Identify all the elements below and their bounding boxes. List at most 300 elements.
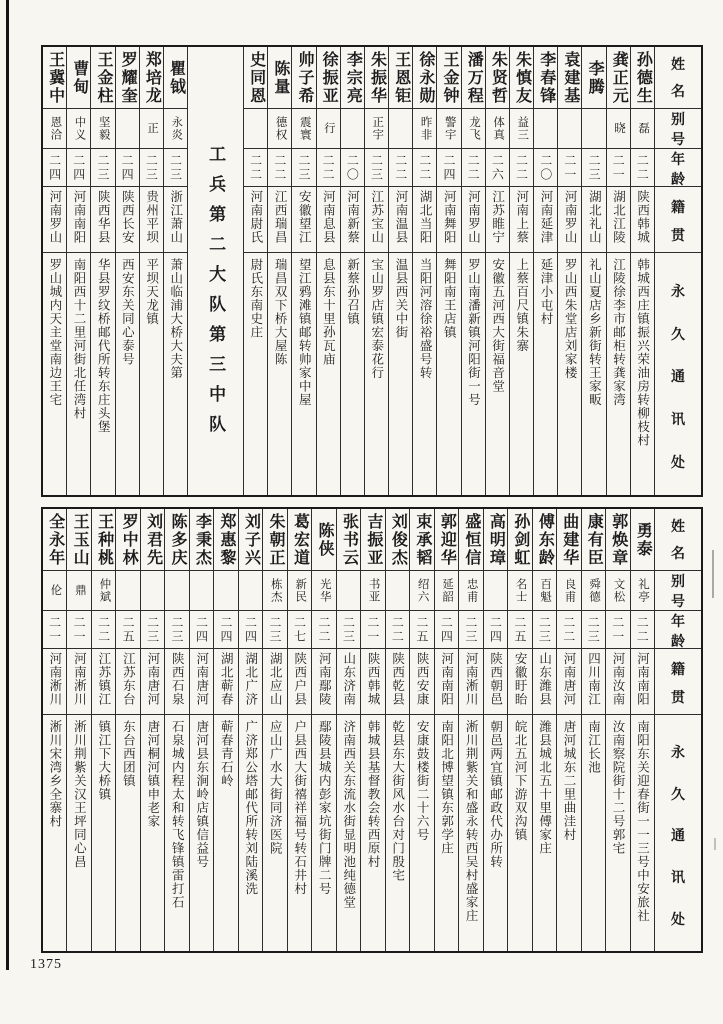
person-name: 徐永勋: [416, 50, 434, 105]
person-name: 郑培龙: [143, 50, 161, 105]
person-column: [66, 509, 90, 951]
person-age-cell: [486, 149, 509, 187]
person-name: 郭焕章: [609, 512, 627, 567]
person-name: 王金钟: [441, 50, 459, 105]
person-name: 帅子希: [296, 50, 313, 105]
person-name: 孙剑虹: [511, 512, 529, 567]
person-column: [213, 509, 237, 951]
person-address: 上蔡百尺镇朱寨: [514, 258, 529, 353]
person-alias: 震寰: [298, 116, 311, 141]
person-address-cell: [558, 253, 581, 495]
person-age: 二〇: [345, 153, 360, 182]
person-name-cell: [508, 509, 531, 571]
person-alias: 永炎: [170, 116, 183, 141]
header-label-text: 别 号: [671, 113, 685, 148]
person-address-cell: [116, 253, 139, 495]
person-alias-cell: [263, 571, 286, 611]
person-address-cell: [486, 253, 509, 495]
person-age: 二二: [321, 153, 336, 182]
roster-table-top: [41, 45, 703, 497]
person-alias-cell: [67, 571, 90, 611]
person-alias: 益三: [516, 116, 529, 141]
person-column: [43, 47, 66, 495]
person-origin-cell: [631, 187, 654, 253]
person-age: 二三: [170, 615, 185, 644]
person-age: 二四: [439, 615, 454, 644]
person-column: [287, 509, 311, 951]
person-age-cell: [607, 149, 630, 187]
person-name: 曹甸: [70, 59, 88, 96]
person-column: [581, 509, 605, 951]
person-origin: 河南汝南: [611, 652, 626, 706]
person-name: 王玉山: [71, 512, 89, 567]
person-address-cell: [165, 715, 188, 951]
person-alias-cell: [607, 109, 630, 149]
person-address: 罗山西朱堂店刘家楼: [563, 258, 578, 380]
person-address-cell: [312, 715, 335, 951]
header-label-origin: [655, 649, 701, 715]
person-name: 李宗亮: [344, 50, 362, 105]
person-origin: 湖北广济: [243, 652, 258, 706]
person-column: [164, 509, 188, 951]
person-address: 尉氏东南史庄: [248, 258, 263, 339]
person-alias-cell: [437, 109, 460, 149]
person-column: [630, 509, 654, 951]
person-address-cell: [263, 715, 286, 951]
person-address-cell: [533, 715, 556, 951]
person-age: 二三: [369, 153, 384, 182]
person-alias-cell: [91, 109, 114, 149]
person-name-cell: [239, 509, 262, 571]
person-name-cell: [486, 47, 509, 109]
person-column: [364, 47, 388, 495]
person-origin-cell: [91, 187, 114, 253]
person-alias: 仲斌: [98, 578, 111, 603]
person-origin: 河南唐河: [194, 652, 209, 706]
person-name-cell: [312, 509, 335, 571]
person-origin: 山东潍县: [537, 652, 552, 706]
person-origin: 江苏睢宁: [490, 190, 505, 244]
person-age: 二三: [537, 615, 552, 644]
person-column: [556, 509, 580, 951]
person-alias-cell: [365, 109, 388, 149]
person-origin-cell: [292, 187, 315, 253]
person-origin: 陕西石泉: [170, 652, 185, 706]
person-column: [385, 509, 409, 951]
person-age: 二一: [365, 615, 380, 644]
person-address: 南阳东关迎春街一一三号中安旅社: [635, 720, 650, 923]
person-address: 瑞昌双下桥大屋陈: [273, 258, 288, 366]
person-age-cell: [91, 149, 114, 187]
person-column: [90, 47, 114, 495]
person-name: 潘万程: [465, 50, 483, 105]
person-age-cell: [557, 611, 580, 649]
person-age-cell: [510, 149, 533, 187]
person-column: [267, 47, 291, 495]
person-origin-cell: [244, 187, 267, 253]
person-address-cell: [413, 253, 436, 495]
person-alias-cell: [268, 109, 291, 149]
person-name-cell: [607, 47, 630, 109]
person-name-cell: [459, 509, 482, 571]
person-origin-cell: [437, 187, 460, 253]
person-column: [388, 47, 412, 495]
person-address: 南阳西十二里河街北任湾村: [72, 258, 87, 420]
person-age: 二一: [610, 615, 625, 644]
person-column: [606, 47, 630, 495]
person-address-cell: [91, 253, 114, 495]
person-alias-cell: [116, 109, 139, 149]
person-alias: 绍六: [416, 578, 429, 603]
page-number: 1375: [30, 957, 62, 972]
person-origin-cell: [190, 649, 213, 715]
person-alias-cell: [533, 571, 556, 611]
person-age: 二二: [635, 615, 650, 644]
person-alias-cell: [288, 571, 311, 611]
person-alias-cell: [558, 109, 581, 149]
person-name-cell: [164, 47, 187, 109]
person-name: 龚正元: [610, 50, 628, 105]
person-name: 陈量: [271, 59, 289, 96]
person-age-cell: [292, 149, 315, 187]
person-age-cell: [361, 611, 384, 649]
person-origin-cell: [239, 649, 262, 715]
person-address-cell: [607, 253, 630, 495]
person-origin-cell: [582, 187, 605, 253]
person-column: [509, 47, 533, 495]
header-label-text: 年 龄: [671, 615, 685, 649]
person-age-cell: [410, 611, 433, 649]
person-address: 皖北五河下游双沟镇: [513, 720, 528, 842]
person-age-cell: [43, 611, 66, 649]
header-label-text: 永 久 通 讯 处: [671, 745, 685, 929]
person-alias: 文松: [612, 578, 625, 603]
person-name-cell: [510, 47, 533, 109]
person-origin: 河南舞阳: [442, 190, 457, 244]
person-address-cell: [361, 715, 384, 951]
person-column: [115, 509, 139, 951]
person-address-cell: [116, 715, 139, 951]
person-origin-cell: [312, 649, 335, 715]
person-name-cell: [437, 47, 460, 109]
person-name: 郭迎华: [438, 512, 456, 567]
header-label-name: [655, 47, 701, 109]
person-column: [243, 47, 267, 495]
person-age-cell: [631, 611, 654, 649]
person-origin: 河南南阳: [635, 652, 650, 706]
person-alias-cell: [244, 109, 267, 149]
person-age: 二一: [611, 153, 626, 182]
person-address: 望江鸦滩镇邮转帅家中屋: [297, 258, 312, 407]
person-column: [458, 509, 482, 951]
person-column: [581, 47, 605, 495]
person-address: 南阳北博望镇东郭学庄: [439, 720, 454, 855]
person-age-cell: [558, 149, 581, 187]
person-alias: 鼎: [73, 584, 86, 597]
person-alias-cell: [292, 109, 315, 149]
person-age: 二三: [267, 615, 282, 644]
person-origin-cell: [582, 649, 605, 715]
person-alias: 正宇: [371, 116, 384, 141]
person-name-cell: [582, 509, 605, 571]
person-origin-cell: [389, 187, 412, 253]
person-name: 徐振亚: [320, 50, 338, 105]
person-origin-cell: [486, 187, 509, 253]
person-column: [311, 509, 335, 951]
person-name-cell: [631, 47, 654, 109]
person-alias-cell: [361, 571, 384, 611]
person-column: [291, 47, 315, 495]
person-age: 二三: [297, 153, 311, 182]
person-alias-cell: [67, 109, 90, 149]
person-alias: 光华: [318, 578, 331, 603]
person-age-cell: [116, 149, 139, 187]
person-name-cell: [558, 47, 581, 109]
person-origin-cell: [165, 649, 188, 715]
person-age: 二二: [390, 615, 405, 644]
person-name: 康有臣: [585, 512, 603, 567]
person-alias: 坚毅: [97, 116, 110, 141]
person-address-cell: [141, 715, 164, 951]
person-column: [532, 509, 556, 951]
person-origin: 河南淅川: [47, 652, 62, 706]
person-address: 华县罗纹桥邮代所转东庄头堡: [96, 258, 111, 434]
person-origin-cell: [631, 649, 654, 715]
person-alias-cell: [435, 571, 458, 611]
person-origin: 河南鄢陵: [317, 652, 332, 706]
person-name-cell: [67, 47, 90, 109]
person-name: 郑惠黎: [218, 512, 236, 567]
person-origin-cell: [361, 649, 384, 715]
person-age: 二二: [417, 153, 432, 182]
person-alias-cell: [337, 571, 360, 611]
person-age: 二四: [194, 615, 209, 644]
person-address-cell: [365, 253, 388, 495]
person-origin: 河南唐河: [562, 652, 577, 706]
person-alias-cell: [43, 571, 66, 611]
person-origin: 河南罗山: [466, 190, 481, 244]
person-address-cell: [92, 715, 115, 951]
person-age-cell: [288, 611, 311, 649]
person-origin: 湖北应山: [268, 652, 283, 706]
person-address: 唐河县东涧岭店镇信益号: [194, 720, 209, 869]
person-origin-cell: [386, 649, 409, 715]
unit-title-text: 工兵第二大队第三中队: [206, 145, 226, 445]
person-address: 南江长池: [586, 720, 601, 774]
person-origin-cell: [607, 187, 630, 253]
person-column: [140, 509, 164, 951]
person-age: 二五: [414, 615, 429, 644]
person-age: 二四: [47, 153, 62, 182]
person-age: 二三: [586, 615, 601, 644]
person-name: 葛宏道: [291, 512, 309, 567]
person-age-cell: [116, 611, 139, 649]
person-age: 二三: [463, 615, 478, 644]
person-name: 盛恒信: [462, 512, 480, 567]
person-origin-cell: [141, 649, 164, 715]
person-origin: 陕西韩城: [635, 190, 650, 244]
person-age: 二五: [121, 615, 136, 644]
person-origin: 河南唐河: [145, 652, 160, 706]
person-age-cell: [165, 611, 188, 649]
unit-title-column: [187, 47, 243, 495]
person-name-cell: [435, 509, 458, 571]
person-name: 张书云: [340, 512, 358, 567]
header-label-text: 年 龄: [671, 153, 685, 187]
person-address-cell: [510, 253, 533, 495]
person-name: 朱振华: [368, 50, 386, 105]
person-address-cell: [140, 253, 163, 495]
person-origin: 河南延津: [538, 190, 553, 244]
person-alias-cell: [484, 571, 507, 611]
person-column: [409, 509, 433, 951]
person-name: 瞿钺: [167, 59, 185, 96]
person-column: [434, 509, 458, 951]
person-address: 广济郑公塔邮代所转刘陆溪洗: [243, 720, 258, 896]
person-name: 罗中林: [120, 512, 138, 567]
person-alias-cell: [239, 571, 262, 611]
person-column: [461, 47, 485, 495]
person-address: 淅川荆紫关汉王坪同心昌: [72, 720, 87, 869]
person-address: 户县西大街禧祥福号转石井村: [292, 720, 307, 896]
person-column: [412, 47, 436, 495]
person-alias-cell: [190, 571, 213, 611]
person-alias: 昨非: [419, 116, 432, 141]
person-address: 韩城西庄镇振兴荣油房转柳枝村: [635, 258, 650, 447]
person-alias: 栋杰: [269, 578, 282, 603]
person-age-cell: [437, 149, 460, 187]
person-age: 二二: [514, 153, 529, 182]
person-address-cell: [606, 715, 629, 951]
person-name-cell: [190, 509, 213, 571]
person-alias-cell: [214, 571, 237, 611]
person-column: [316, 47, 340, 495]
person-column: [436, 47, 460, 495]
person-name-cell: [582, 47, 605, 109]
person-name-cell: [141, 509, 164, 571]
person-address: 安康鼓楼街二十六号: [415, 720, 430, 842]
header-column: [654, 509, 701, 951]
person-origin: 河南罗山: [563, 190, 578, 244]
person-address: 韩城县基督教会转西原村: [366, 720, 381, 869]
person-address-cell: [582, 715, 605, 951]
person-age-cell: [337, 611, 360, 649]
header-label-origin: [655, 187, 701, 253]
person-origin-cell: [484, 649, 507, 715]
person-age: 二二: [316, 615, 331, 644]
person-age: 二三: [95, 153, 110, 182]
person-name-cell: [317, 47, 340, 109]
person-age: 二四: [71, 153, 86, 182]
person-name-cell: [389, 47, 412, 109]
person-address: 石泉城内程太和转飞锋镇雷打石: [170, 720, 185, 909]
person-name: 刘子兴: [242, 512, 260, 567]
person-age-cell: [67, 149, 90, 187]
person-origin: 陕西安康: [415, 652, 430, 706]
person-address: 汝南察院街十二号郭宅: [611, 720, 626, 855]
person-column: [336, 509, 360, 951]
person-column: [630, 47, 654, 495]
person-address-cell: [631, 253, 654, 495]
person-address: 萧山临浦大桥大夫第: [168, 258, 183, 380]
person-name: 高明璋: [487, 512, 505, 567]
person-alias-cell: [165, 571, 188, 611]
person-alias-cell: [386, 571, 409, 611]
person-origin-cell: [116, 649, 139, 715]
person-age-cell: [67, 611, 90, 649]
header-label-text: 别 号: [671, 575, 685, 610]
person-age-cell: [462, 149, 485, 187]
person-name: 史同恩: [247, 50, 265, 105]
person-origin-cell: [317, 187, 340, 253]
person-name-cell: [165, 509, 188, 571]
person-address: 宝山罗店镇宏泰花行: [369, 258, 384, 380]
person-alias-cell: [164, 109, 187, 149]
person-name: 刘君先: [144, 512, 162, 567]
person-alias: 新民: [294, 578, 307, 603]
header-label-alias: [655, 571, 701, 611]
person-alias-cell: [534, 109, 557, 149]
person-column: [340, 47, 364, 495]
person-age: 二二: [248, 153, 263, 182]
person-origin-cell: [214, 649, 237, 715]
person-age-cell: [317, 149, 340, 187]
person-origin: 贵州平坝: [144, 190, 159, 244]
person-origin-cell: [263, 649, 286, 715]
header-label-text: 籍 贯: [671, 663, 685, 706]
person-alias: 良甫: [563, 578, 576, 603]
person-alias-cell: [341, 109, 364, 149]
person-alias-cell: [312, 571, 335, 611]
person-address: 西安东关同心泰号: [120, 258, 135, 366]
person-column: [533, 47, 557, 495]
person-name-cell: [92, 509, 115, 571]
person-origin: 河南南阳: [439, 652, 454, 706]
person-age-cell: [508, 611, 531, 649]
person-origin-cell: [164, 187, 187, 253]
person-address: 息县东十里孙瓦庙: [321, 258, 336, 366]
person-name-cell: [534, 47, 557, 109]
person-alias: 磊: [637, 122, 650, 135]
person-origin: 河南尉氏: [248, 190, 263, 244]
person-age-cell: [386, 611, 409, 649]
person-age: 二二: [272, 153, 287, 182]
person-address-cell: [67, 715, 90, 951]
person-address-cell: [459, 715, 482, 951]
person-name-cell: [462, 47, 485, 109]
person-column: [91, 509, 115, 951]
person-address: 朝邑两宜镇邮政代办所转: [488, 720, 503, 869]
person-origin: 安徽盱眙: [513, 652, 528, 706]
person-alias: 警宇: [443, 116, 456, 141]
person-column: [262, 509, 286, 951]
person-column: [66, 47, 90, 495]
person-age: 二一: [72, 615, 87, 644]
header-label-text: 籍 贯: [671, 201, 685, 244]
person-alias: 书亚: [367, 578, 380, 603]
person-name-cell: [365, 47, 388, 109]
person-age-cell: [582, 149, 605, 187]
header-label-text: 姓 名: [671, 58, 685, 100]
person-name: 勇泰: [634, 521, 652, 558]
person-name: 陈多庆: [169, 512, 187, 567]
person-alias-cell: [606, 571, 629, 611]
person-address: 平坝天龙镇: [144, 258, 159, 326]
person-address-cell: [214, 715, 237, 951]
person-origin: 安徽望江: [297, 190, 312, 244]
person-name-cell: [386, 509, 409, 571]
person-age: 二四: [243, 615, 258, 644]
